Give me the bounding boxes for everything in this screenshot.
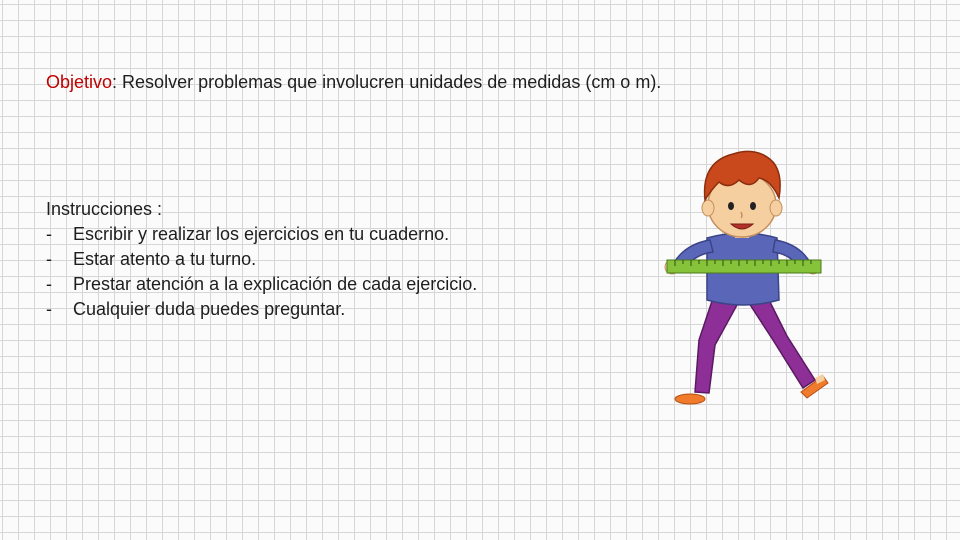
ruler: [667, 260, 821, 273]
instructions-list: [46, 222, 477, 322]
instruction-text: Prestar atención a la explicación de cada ejercicio.: [73, 274, 478, 294]
instructions-block: [46, 197, 477, 322]
objective-text: : Resolver problemas que involucren unidades de medidas (cm o m).: [112, 72, 662, 92]
left-ear: [702, 200, 714, 216]
right-eye: [750, 202, 756, 210]
right-ear: [770, 200, 782, 216]
boy-with-ruler-illustration: [655, 140, 835, 410]
left-eye: [728, 202, 734, 210]
objective-line: [46, 70, 661, 94]
right-leg: [747, 296, 815, 388]
left-shoe: [675, 394, 705, 404]
list-item: [46, 247, 477, 272]
instructions-heading: Instrucciones :: [46, 199, 163, 219]
bullet-dash: -: [46, 274, 52, 294]
bullet-dash: -: [46, 224, 52, 244]
list-item: [46, 297, 477, 322]
left-leg: [695, 298, 737, 393]
bullet-dash: -: [46, 249, 52, 269]
list-item: [46, 272, 477, 297]
instruction-text: Cualquier duda puedes preguntar.: [73, 299, 346, 319]
instruction-text: Escribir y realizar los ejercicios en tu cuaderno.: [73, 224, 450, 244]
bullet-dash: -: [46, 299, 52, 319]
objective-label: Objetivo: [46, 72, 113, 92]
list-item: [46, 222, 477, 247]
instruction-text: Estar atento a tu turno.: [73, 249, 257, 269]
